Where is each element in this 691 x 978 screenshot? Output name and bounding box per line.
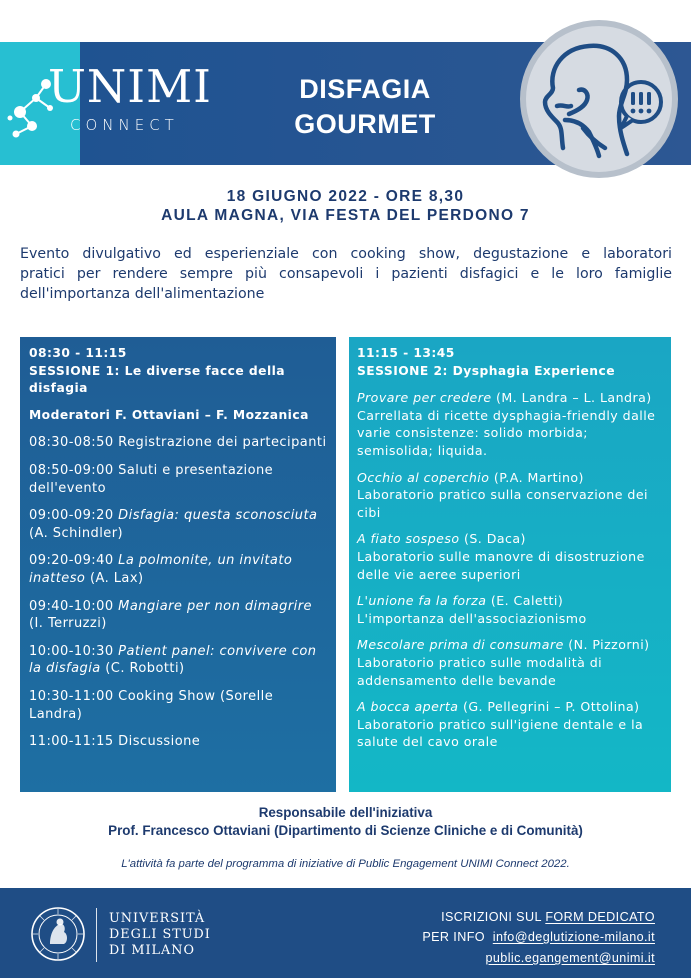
agenda-speaker: (C. Robotti)	[105, 661, 185, 677]
responsible-name: Prof. Francesco Ottaviani (Dipartimento di Scienze Cliniche e di Comunità)	[108, 823, 583, 838]
lab-description: Laboratorio pratico sulla conservazione dei cibi	[357, 487, 648, 520]
agenda-time: 09:00-09:20	[29, 508, 114, 524]
lab-speaker: (M. Landra – L. Landra)	[496, 390, 652, 406]
agenda-speaker: (A. Lax)	[89, 570, 144, 586]
lab-title: L'unione fa la forza	[357, 593, 487, 609]
lab-description: Laboratorio pratico sull'igiene dentale e la salute del cavo orale	[357, 716, 644, 750]
lab-item	[357, 389, 667, 459]
agenda-text: Registrazione dei partecipanti	[118, 435, 327, 451]
university-name-line: DEGLI STUDI	[109, 927, 211, 942]
lab-item	[357, 636, 667, 689]
lab-item	[357, 592, 667, 627]
agenda-speaker: (I. Terruzzi)	[29, 616, 107, 632]
agenda-text: Patient panel: convivere con la disfagia	[29, 643, 317, 677]
lab-item	[357, 698, 667, 751]
agenda-text: Cooking Show	[118, 688, 216, 704]
lab-item	[357, 469, 667, 522]
lab-speaker: (E. Caletti)	[490, 593, 564, 609]
agenda-text: Saluti e presentazione dell'evento	[29, 462, 274, 496]
lab-speaker: (N. Pizzorni)	[568, 637, 650, 653]
head-profile-speech-icon	[523, 24, 675, 176]
lab-speaker: (P.A. Martino)	[493, 469, 584, 485]
session-1-time: 08:30 - 11:15	[29, 346, 127, 360]
lab-speaker: (G. Pellegrini – P. Ottolina)	[462, 699, 640, 715]
session-2-panel	[349, 337, 671, 792]
session-1-panel	[20, 337, 336, 792]
lab-speaker: (S. Daca)	[463, 531, 526, 547]
university-name-line: DI MILANO	[109, 943, 195, 958]
agenda-item	[29, 598, 328, 633]
agenda-speaker: (Sorelle Landra)	[29, 688, 274, 722]
agenda-time: 09:40-10:00	[29, 598, 114, 614]
agenda-time: 08:30-08:50	[29, 435, 114, 451]
lab-description: Laboratorio sulle manovre di disostruzione delle vie aeree superiori	[357, 548, 645, 582]
event-description-line: pratici per rendere sempre più consapevoli i pazienti disfagici e le loro famiglie	[20, 266, 672, 282]
program-note: L'attività fa parte del programma di iniziative di Public Engagement UNIMI Connect 2022.	[121, 858, 570, 870]
agenda-item	[29, 462, 328, 497]
logo-wordmark: UNIMI	[48, 60, 212, 113]
engagement-email-link[interactable]: public.egangement@unimi.it	[485, 951, 655, 965]
lab-description: Carrellata di ricette dysphagia-friendly dalle varie consistenze: solido morbida; semisolida; liquida.	[357, 407, 656, 458]
agenda-item	[29, 552, 328, 587]
lab-title: Mescolare prima di consumare	[357, 637, 564, 653]
lab-title: A bocca aperta	[357, 699, 459, 715]
agenda-item	[29, 688, 328, 723]
agenda-text: La polmonite, un invitato inatteso	[29, 553, 293, 586]
session-1-title: SESSIONE 1: Le diverse facce della disfagia	[29, 363, 286, 396]
event-date: 18 GIUGNO 2022 - ORE 8,30	[226, 188, 465, 205]
agenda-time: 08:50-09:00	[29, 462, 114, 478]
session-2-time: 11:15 - 13:45	[357, 346, 455, 360]
footer-divider	[96, 908, 97, 962]
event-description-line: Evento divulgativo ed esperienziale con cooking show, degustazione e laboratori	[20, 246, 672, 262]
lab-description: Laboratorio pratico sulle modalità di addensamento delle bevande	[357, 654, 603, 688]
event-title	[254, 72, 476, 142]
lab-item	[357, 530, 667, 583]
agenda-time: 11:00-11:15	[29, 734, 114, 750]
agenda-time: 10:00-10:30	[29, 643, 114, 659]
lab-title: A fiato sospeso	[357, 531, 460, 547]
agenda-item	[29, 434, 328, 452]
agenda-item	[29, 733, 328, 751]
agenda-text: Disfagia: questa sconosciuta	[118, 508, 318, 524]
event-description	[20, 244, 672, 304]
info-email-link[interactable]: info@deglutizione-milano.it	[492, 930, 655, 944]
responsible-label: Responsabile dell'iniziativa	[258, 805, 433, 820]
event-title-line-2: GOURMET	[294, 109, 436, 139]
agenda-item	[29, 643, 328, 678]
agenda-text: Mangiare per non dimagrire	[118, 598, 312, 614]
signup-prefix: ISCRIZIONI SUL	[441, 910, 546, 924]
event-place: AULA MAGNA, VIA FESTA DEL PERDONO 7	[161, 207, 530, 224]
logo-subtitle: CONNECT	[70, 116, 179, 134]
info-prefix: PER INFO	[422, 930, 489, 944]
lab-title: Provare per credere	[357, 390, 492, 406]
university-name-line: UNIVERSITÀ	[109, 911, 206, 926]
engagement-line	[485, 952, 655, 965]
lab-title: Occhio al coperchio	[357, 469, 490, 485]
lab-description: L'importanza dell'associazionismo	[357, 610, 587, 626]
session-2-title: SESSIONE 2: Dysphagia Experience	[357, 363, 616, 378]
university-seal-icon	[30, 906, 86, 962]
info-line	[422, 931, 655, 944]
event-description-line: dell'importanza dell'alimentazione	[20, 286, 265, 302]
event-title-line-1: DISFAGIA	[299, 74, 431, 104]
agenda-time: 10:30-11:00	[29, 688, 114, 704]
signup-form-link[interactable]: FORM DEDICATO	[545, 910, 655, 924]
signup-line	[441, 911, 655, 924]
agenda-item	[29, 507, 328, 542]
agenda-time: 09:20-09:40	[29, 553, 114, 569]
session-1-moderators: Moderatori F. Ottaviani – F. Mozzanica	[29, 407, 309, 422]
agenda-text: Discussione	[118, 734, 201, 750]
agenda-speaker: (A. Schindler)	[29, 525, 124, 541]
